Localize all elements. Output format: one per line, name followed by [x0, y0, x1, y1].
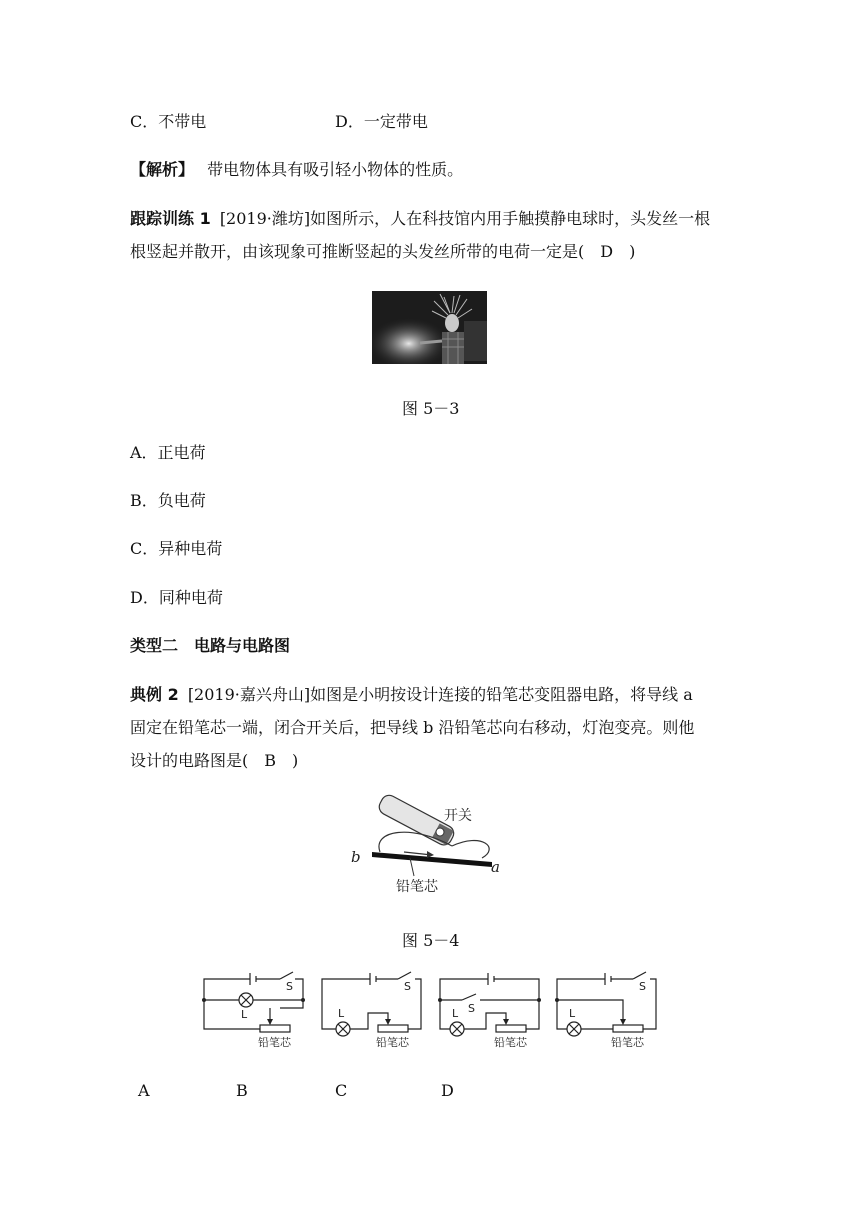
circuit-c-l: L: [452, 1007, 459, 1020]
circuit-d-core: 铅笔芯: [611, 1036, 644, 1049]
circuit-diagram-a: [200, 968, 308, 1053]
q2-line3: 设计的电路图是( B ): [130, 751, 299, 770]
choice-a: A: [138, 1081, 150, 1100]
choice-d: D: [441, 1081, 454, 1100]
circuit-diagram-d: [553, 968, 661, 1053]
circuit-diagram-c: [436, 968, 544, 1053]
circuit-c-s: S: [468, 1002, 475, 1015]
q1-option-b: B．负电荷: [130, 491, 206, 510]
circuit-d-s: S: [639, 980, 646, 993]
circuit-diagram-b: [318, 968, 426, 1053]
analysis-line: [130, 160, 463, 180]
q1-source: [2019·潍坊]: [219, 209, 311, 228]
q2-line2: 固定在铅笔芯一端，闭合开关后，把导线 b 沿铅笔芯向右移动，灯泡变亮。则他: [130, 718, 695, 737]
choice-c: C: [335, 1081, 348, 1100]
q2-label: 典例 2: [130, 685, 179, 704]
q1-text-1: 如图所示，人在科技馆内用手触摸静电球时，头发丝一根: [310, 209, 711, 228]
pencil-core-figure: [352, 800, 512, 895]
q1-line2: 根竖起并散开，由该现象可推断竖起的头发丝所带的电荷一定是( D ): [130, 242, 636, 261]
analysis-text: 带电物体具有吸引轻小物体的性质。: [207, 160, 464, 179]
figure-5-3-caption: 图 5－3: [402, 399, 460, 418]
circuit-a-l: L: [241, 1008, 248, 1021]
q1-option-c: C．异种电荷: [130, 539, 223, 558]
analysis-tag: 【解析】: [130, 160, 195, 179]
switch-label: 开关: [444, 808, 472, 824]
q2-text-1: 如图是小明按设计连接的铅笔芯变阻器电路，将导线 a: [310, 685, 693, 704]
circuit-b-l: L: [338, 1007, 345, 1020]
q1-label: 跟踪训练 1: [130, 209, 211, 228]
option-d-prev: D．一定带电: [335, 112, 428, 131]
circuit-b-core: 铅笔芯: [376, 1036, 409, 1049]
q1-option-d: D．同种电荷: [130, 588, 223, 607]
q1-line1: [130, 209, 710, 229]
wire-b-label: b: [351, 848, 361, 866]
option-c-prev: C．不带电: [130, 112, 207, 131]
circuit-d-l: L: [569, 1007, 576, 1020]
circuit-a-s: S: [286, 980, 293, 993]
q2-line1: [130, 685, 693, 705]
circuit-c-core: 铅笔芯: [494, 1036, 527, 1049]
static-electricity-photo: [372, 291, 487, 364]
circuit-a-core: 铅笔芯: [258, 1036, 291, 1049]
q2-source: [2019·嘉兴舟山]: [187, 685, 311, 704]
q1-option-a: A．正电荷: [130, 443, 206, 462]
choice-b: B: [236, 1081, 248, 1100]
pencil-core-label: 铅笔芯: [396, 879, 438, 895]
wire-a-label: a: [491, 858, 500, 876]
section-title: 类型二 电路与电路图: [130, 636, 291, 655]
figure-5-4-caption: 图 5－4: [402, 931, 460, 950]
circuit-b-s: S: [404, 980, 411, 993]
